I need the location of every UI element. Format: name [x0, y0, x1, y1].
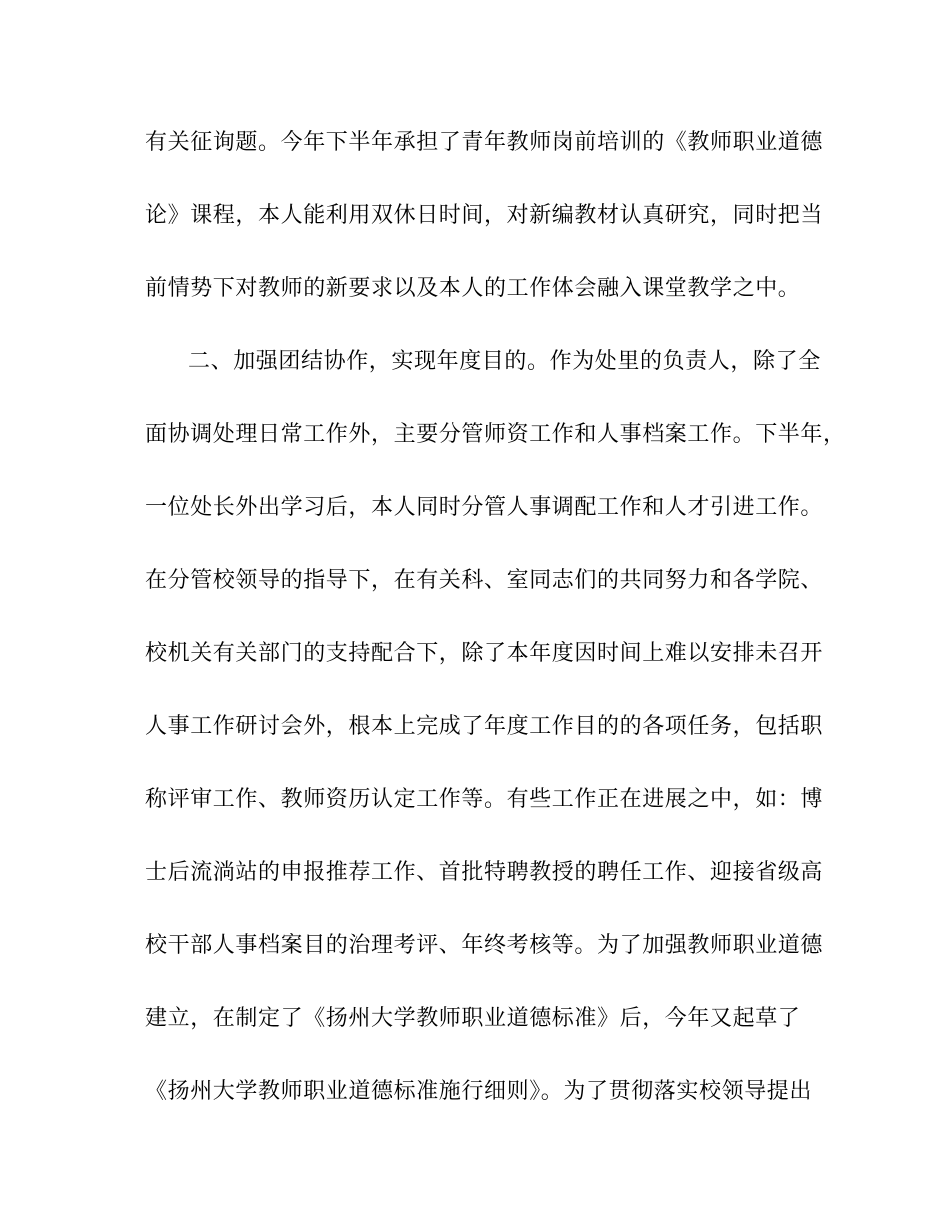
- text-line-3: 前情势下对教师的新要求以及本人的工作体会融入课堂教学之中。: [145, 276, 801, 301]
- text-line-4: 二、加强团结协作，实现年度目的。作为处里的负责人，除了全: [188, 349, 821, 374]
- text-line-1: 有关征询题。今年下半年承担了青年教师岗前培训的《教师职业道德: [145, 130, 824, 155]
- text-line-6: 一位处长外出学习后，本人同时分管人事调配工作和人才引进工作。: [145, 495, 824, 520]
- text-line-14: 《扬州大学教师职业道德标准施行细则》。为了贯彻落实校领导提出: [145, 1079, 813, 1104]
- text-line-5: 面协调处理日常工作外，主要分管师资工作和人事档案工作。下半年，: [145, 422, 846, 447]
- text-line-9: 人事工作研讨会外，根本上完成了年度工作目的的各项任务，包括职: [145, 714, 824, 739]
- text-line-7: 在分管校领导的指导下，在有关科、室同志们的共同努力和各学院、: [145, 568, 824, 593]
- text-line-8: 校机关有关部门的支持配合下，除了本年度因时间上难以安排未召开: [145, 641, 824, 666]
- text-line-11: 士后流淌站的申报推荐工作、首批特聘教授的聘任工作、迎接省级高: [145, 860, 824, 885]
- text-line-13: 建立，在制定了《扬州大学教师职业道德标准》后，今年又起草了: [145, 1006, 801, 1031]
- text-line-10: 称评审工作、教师资历认定工作等。有些工作正在进展之中，如：博: [145, 787, 824, 812]
- text-line-12: 校干部人事档案目的治理考评、年终考核等。为了加强教师职业道德: [145, 933, 824, 958]
- text-line-2: 论》课程，本人能利用双休日时间，对新编教材认真研究，同时把当: [145, 203, 824, 228]
